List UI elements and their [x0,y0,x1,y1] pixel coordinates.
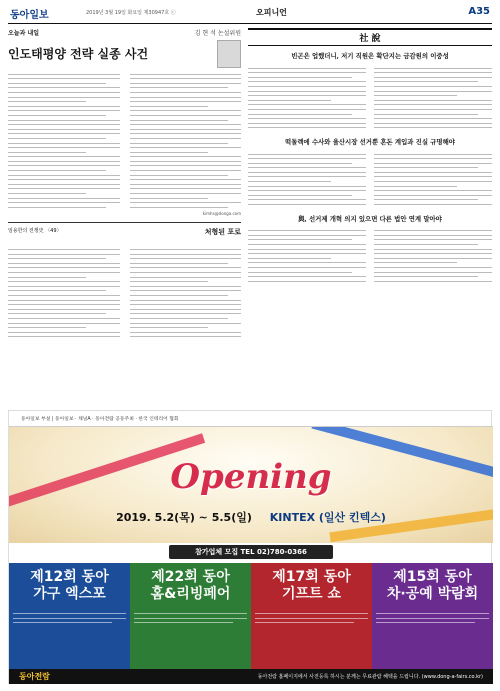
column-body [8,68,241,216]
expo-name: 제15회 동아 차·공예 박람회 [386,569,479,602]
ad-organizers [9,411,493,427]
expo-home-living [130,563,251,669]
expo-name: 제17회 동아 기프트 쇼 [272,569,351,602]
second-column-title: 처형된 포로 [204,228,241,237]
expo-name: 제12회 동아 가구 엑스포 [30,569,109,602]
masthead [8,4,492,24]
author-photo [217,40,241,68]
column-byline: kimhs@donga.com [202,211,241,217]
ad-organizer-text: 동아일보 부설 | 동아일보 · 채널A · 동아전람 공동주최 · 한국 인테리어 협회 [21,417,179,422]
ad-footer [9,669,493,684]
ad-headline: Opening [170,457,332,497]
body-text-right [130,68,242,216]
expo-advertisement [8,410,492,684]
editorial-title-2: 떡돌렉에 수사와 울산시장 선거뿐 혼돈 계입과 진실 규명해야 [285,137,455,146]
section-title: 오피니언 [256,8,287,17]
newspaper-logo: 동아일보 [10,10,49,21]
expo-name: 제22회 동아 홈&리빙페어 [150,569,231,602]
column-series: 오늘과 내일 [8,30,40,37]
second-column-header [8,227,241,237]
ad-banner [9,427,493,543]
page-number: A35 [468,6,490,17]
editorial-body-1 [248,64,492,132]
issue-date: 2019년 3월 19일 화요일 제30947호 ⓒ [86,10,176,16]
expo-list [9,563,493,669]
expo-furniture [9,563,130,669]
body-text-left [8,68,120,216]
ad-footer-text: 동아전람 홈페이지에서 사전등록 하시는 분께는 무료관람 혜택을 드립니다. (www.dong-a-fairs.co.kr) [257,674,483,680]
column-author: 김 현 석 논설위원 [194,30,241,37]
editorial-title-3: 與, 선거제 개혁 의지 있으면 다른 법안 연계 말아야 [298,214,442,223]
second-column-series: 임용한의 전쟁史 〈49〉 [8,228,62,235]
exhibitor-recruit-banner: 참가업체 모집 TEL 02)780-0366 [169,545,333,559]
expo-tea-craft [372,563,493,669]
ad-dates: 2019. 5.2(목) ~ 5.5(일) [116,511,252,524]
ad-dates-line [9,509,493,525]
editorial-section [248,28,492,285]
opinion-column [8,28,241,341]
ad-footer-logo: 동아전람 [19,672,50,681]
expo-gift-show [251,563,372,669]
second-column-body [8,243,241,340]
column-title: 인도태평양 전략 실종 사건 [8,47,149,61]
editorial-body-3 [248,227,492,286]
editorial-title-1: 빈곤은 업했더니, 저기 직원은 확단지는 금감원의 이중성 [291,52,449,60]
editorial-body-2 [248,150,492,209]
ad-venue: KINTEX (일산 킨텍스) [269,511,386,524]
editorial-banner: 社 說 [248,28,492,46]
column-header [8,28,241,37]
